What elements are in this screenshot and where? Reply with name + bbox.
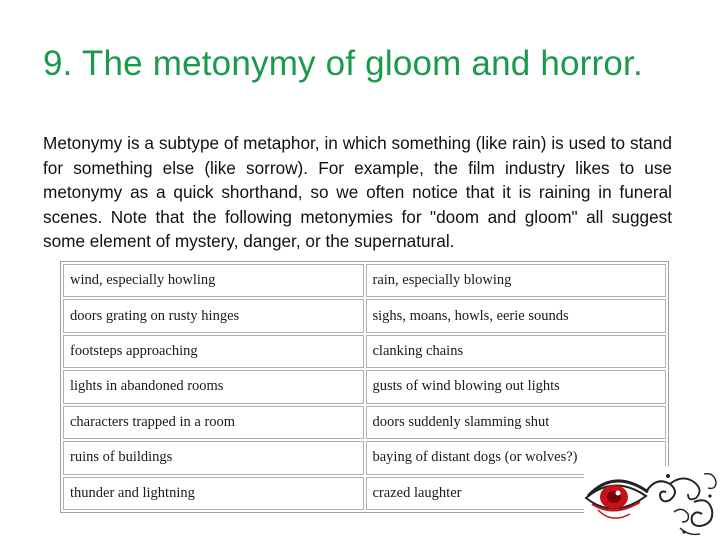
- table-cell: baying of distant dogs (or wolves?): [366, 441, 667, 474]
- table-cell: gusts of wind blowing out lights: [366, 370, 667, 403]
- table-cell: crazed laughter: [366, 477, 667, 510]
- table-cell: wind, especially howling: [63, 264, 364, 297]
- table-cell: lights in abandoned rooms: [63, 370, 364, 403]
- table-cell: characters trapped in a room: [63, 406, 364, 439]
- table-cell: ruins of buildings: [63, 441, 364, 474]
- table-row: [63, 406, 666, 439]
- red-eye-swirl-icon: [584, 466, 720, 540]
- table-row: [63, 370, 666, 403]
- intro-paragraph: Metonymy is a subtype of metaphor, in which something (like rain) is used to stand for something else (like sorrow). For example, the film industry likes to use metonymy as a quick shorthand, so we often notice that it is raining in funeral scenes. Note that the following metonymies for "doom and gloom" all suggest some element of mystery, danger, or the supernatural.: [43, 133, 672, 251]
- table-cell: rain, especially blowing: [366, 264, 667, 297]
- slide-title: 9. The metonymy of gloom and horror.: [43, 44, 643, 83]
- table-cell: sighs, moans, howls, eerie sounds: [366, 299, 667, 332]
- table-cell: doors grating on rusty hinges: [63, 299, 364, 332]
- table-row: [63, 264, 666, 297]
- table-cell: doors suddenly slamming shut: [366, 406, 667, 439]
- table-cell: footsteps approaching: [63, 335, 364, 368]
- table-row: [63, 441, 666, 474]
- table-cell: thunder and lightning: [63, 477, 364, 510]
- table-row: [63, 477, 666, 510]
- metonymy-table: [60, 261, 669, 513]
- table-cell: clanking chains: [366, 335, 667, 368]
- table-row: [63, 299, 666, 332]
- table-row: [63, 335, 666, 368]
